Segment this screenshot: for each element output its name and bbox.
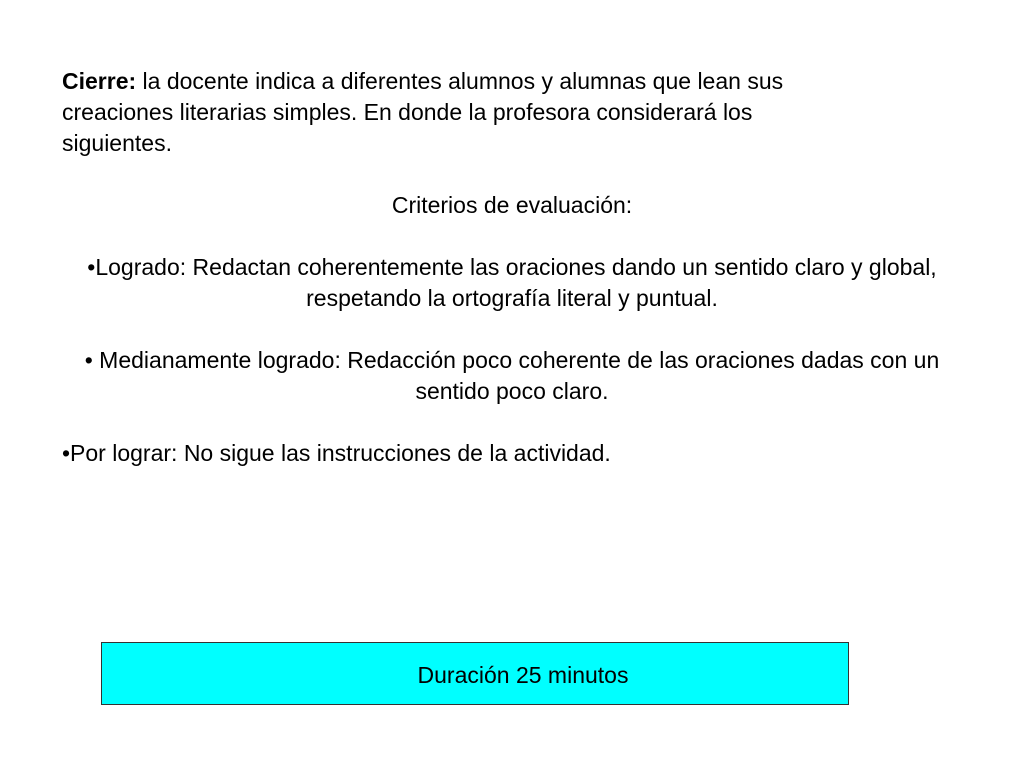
closing-label: Cierre:	[62, 68, 137, 94]
criteria-heading: Criterios de evaluación:	[391, 192, 633, 218]
closing-paragraph	[62, 66, 852, 159]
duration-box	[101, 642, 849, 705]
criterion-achieved: •Logrado: Redactan coherentemente las oraciones dando un sentido claro y global, respetando la ortografía literal y puntual.	[87, 254, 937, 311]
criterion-not-achieved: •Por lograr: No sigue las instrucciones de la actividad.	[62, 440, 611, 466]
duration-label: Duración 25 minutos	[417, 662, 629, 688]
content-text-block	[62, 66, 962, 469]
closing-text: la docente indica a diferentes alumnos y alumnas que lean sus creaciones literarias simples. En donde la profesora considerará los siguientes.	[62, 68, 784, 156]
criterion-partially-achieved: • Medianamente logrado: Redacción poco coherente de las oraciones dadas con un sentido poco claro.	[84, 347, 940, 404]
